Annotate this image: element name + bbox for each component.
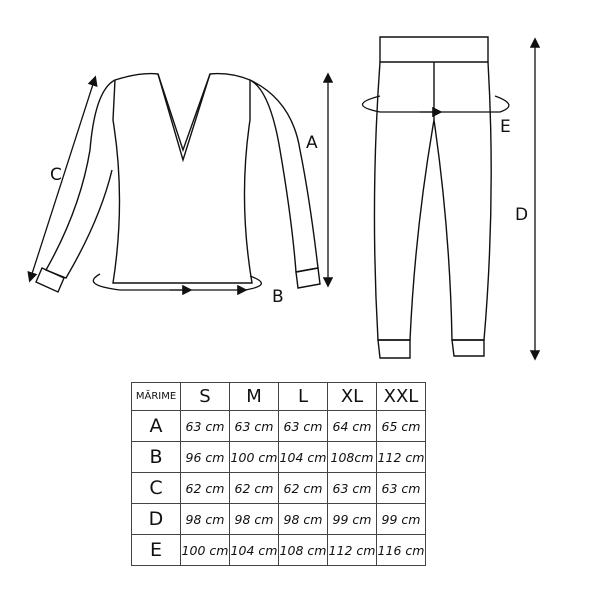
measurement-cell: 63 cm (377, 473, 426, 504)
size-chart-table (131, 382, 426, 566)
measurement-cell: 108cm (328, 442, 377, 473)
measurement-cell: 116 cm (377, 535, 426, 566)
label-b: B (272, 287, 284, 307)
measurement-cell: 63 cm (181, 411, 230, 442)
size-xxl: XXL (377, 383, 426, 411)
row-label: B (132, 442, 181, 473)
label-c: C (50, 165, 62, 185)
measurement-cell: 96 cm (181, 442, 230, 473)
measurement-cell: 104 cm (279, 442, 328, 473)
size-m: M (230, 383, 279, 411)
measurement-cell: 99 cm (328, 504, 377, 535)
sweater-illustration (36, 74, 320, 292)
size-l: L (279, 383, 328, 411)
measurement-cell: 98 cm (181, 504, 230, 535)
size-header-label: MĂRIME (132, 383, 181, 411)
measurement-cell: 104 cm (230, 535, 279, 566)
measurement-cell: 108 cm (279, 535, 328, 566)
measurement-cell: 112 cm (377, 442, 426, 473)
row-label: C (132, 473, 181, 504)
row-label: A (132, 411, 181, 442)
size-s: S (181, 383, 230, 411)
size-xl: XL (328, 383, 377, 411)
row-label: E (132, 535, 181, 566)
measurement-cell: 62 cm (181, 473, 230, 504)
table-row (132, 442, 426, 473)
measurement-cell: 98 cm (230, 504, 279, 535)
measurement-cell: 64 cm (328, 411, 377, 442)
table-row (132, 535, 426, 566)
measurement-cell: 65 cm (377, 411, 426, 442)
pants-illustration (374, 37, 491, 358)
label-a: A (306, 133, 318, 153)
label-d: D (515, 205, 529, 225)
measurement-cell: 62 cm (279, 473, 328, 504)
measurement-cell: 100 cm (230, 442, 279, 473)
measurement-cell: 99 cm (377, 504, 426, 535)
measurement-cell: 100 cm (181, 535, 230, 566)
table-row (132, 411, 426, 442)
measurement-cell: 63 cm (279, 411, 328, 442)
measurement-cell: 112 cm (328, 535, 377, 566)
row-label: D (132, 504, 181, 535)
measurement-cell: 63 cm (328, 473, 377, 504)
table-row (132, 504, 426, 535)
measurement-cell: 98 cm (279, 504, 328, 535)
table-row (132, 473, 426, 504)
measurement-cell: 63 cm (230, 411, 279, 442)
label-e: E (500, 117, 511, 137)
measurement-cell: 62 cm (230, 473, 279, 504)
table-header-row (132, 383, 426, 411)
